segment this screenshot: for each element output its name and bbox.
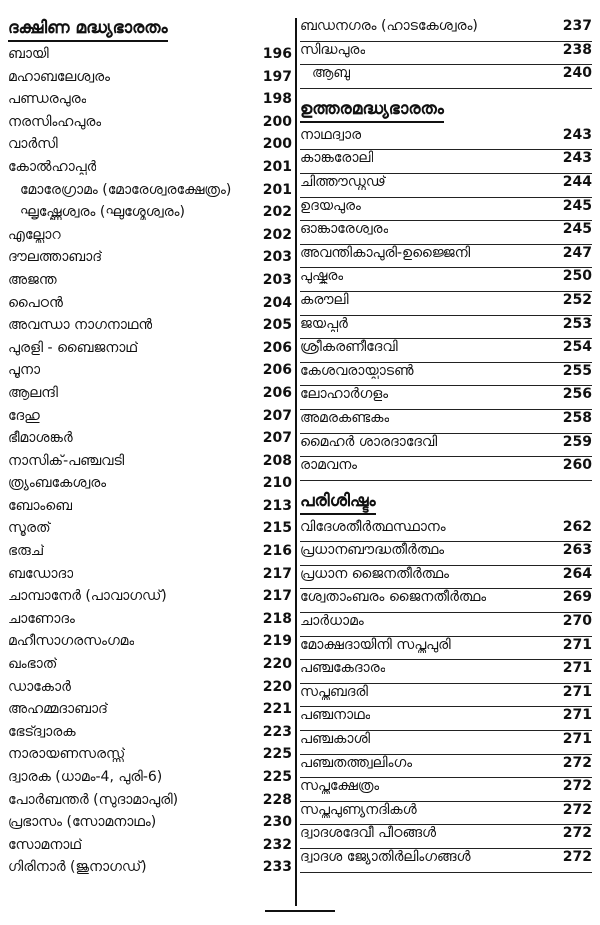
toc-entry-title: കാങ്കരോലി [300,150,374,167]
toc-entry-page: 250 [562,268,592,285]
appendix-section [300,491,592,873]
toc-entry-title: ബോംബെ [8,497,73,514]
toc-entry-title: സപ്തബദരി [300,683,368,700]
toc-entry-title: ശ്രീകരണീദേവി [300,339,398,356]
toc-entry [300,174,592,198]
appendix-entry-list [300,519,592,873]
toc-entry-title: പൂനാ [8,362,41,379]
toc-entry-page: 221 [262,701,292,718]
toc-entry [8,114,292,137]
toc-entry-page: 256 [562,386,592,403]
toc-entry [300,802,592,826]
toc-entry-page: 272 [562,801,592,818]
toc-entry [300,245,592,269]
toc-entry [8,814,292,837]
toc-entry-title: ദ്വാരക (ധാമം-4, പുരി-6) [8,769,163,785]
toc-entry-title: മഹാബലേശ്വരം [8,68,110,85]
toc-entry-page: 217 [262,565,292,582]
toc-entry [8,182,292,205]
toc-entry-title: ഭീമാശങ്കർ [8,430,73,447]
toc-entry-page: 245 [562,221,592,238]
toc-entry-page: 206 [262,384,292,401]
toc-entry-page: 217 [262,588,292,605]
toc-entry-page: 218 [262,610,292,627]
toc-entry [300,198,592,222]
toc-entry-page: 271 [562,660,592,677]
toc-entry-page: 228 [262,791,292,808]
toc-entry-page: 207 [262,407,292,424]
left-entry-list [8,46,292,882]
toc-entry [300,825,592,849]
toc-entry [8,227,292,250]
toc-entry-page: 213 [262,497,292,514]
toc-entry [8,566,292,589]
toc-entry [300,542,592,566]
toc-entry [8,701,292,724]
toc-entry [8,588,292,611]
toc-entry [300,849,592,873]
toc-entry-page: 198 [262,91,292,108]
toc-entry-page: 272 [562,825,592,842]
toc-entry-page: 264 [562,565,592,582]
section-title-north-central: ഉത്തരമദ്ധ്യഭാരതം [300,99,444,123]
toc-entry [8,498,292,521]
toc-entry-title: കേശവരായ്പാടൺ [300,362,414,379]
right-column [300,18,592,873]
toc-entry-title: ആബു [312,65,351,82]
toc-entry [8,69,292,92]
toc-entry [8,656,292,679]
toc-entry-title: ഗിരിനാർ (ജുനാഗഡ്) [8,859,147,876]
toc-entry [300,434,592,458]
toc-entry-page: 258 [562,409,592,426]
toc-entry [300,339,592,363]
north-section [300,99,592,481]
toc-entry-title: ചാമ്പാനേർ (പാവാഗഡ്) [8,588,167,605]
toc-entry-title: ആലന്ദി [8,384,58,401]
toc-entry-page: 271 [562,707,592,724]
toc-entry [300,386,592,410]
toc-entry-page: 255 [562,362,592,379]
toc-entry-page: 201 [262,158,292,175]
toc-entry-title: പഞ്ചതത്ത്വലിംഗം [300,754,413,771]
left-column [8,18,292,882]
toc-entry [300,731,592,755]
toc-entry-page: 220 [262,678,292,695]
toc-entry [8,430,292,453]
toc-entry-title: പഞ്ചനാഥം [300,707,371,724]
toc-entry-page: 263 [562,542,592,559]
toc-entry-page: 225 [262,746,292,763]
toc-entry-title: വിദേശതീർത്ഥസ്ഥാനം [300,518,446,535]
toc-entry-title: ദ്വാദശദേവീ പീഠങ്ങൾ [300,825,437,842]
toc-entry-page: 254 [562,339,592,356]
toc-entry [8,746,292,769]
toc-entry [8,91,292,114]
toc-entry-page: 202 [262,226,292,243]
toc-entry-title: അമരകണ്ടകം [300,409,390,426]
toc-entry [8,204,292,227]
toc-entry [300,566,592,590]
toc-entry-title: ജയപ്പൂർ [300,315,348,332]
right-top-entry-list [300,18,592,89]
toc-entry [8,136,292,159]
toc-entry-title: ബായി [8,46,49,62]
toc-entry [8,453,292,476]
toc-entry [300,410,592,434]
toc-entry [8,385,292,408]
toc-entry [8,543,292,566]
toc-entry-page: 204 [262,294,292,311]
toc-entry-page: 208 [262,452,292,469]
toc-entry-title: ഭരുച് [8,543,45,560]
toc-entry-title: പൈഠൻ [8,294,63,311]
toc-entry-page: 230 [262,814,292,831]
toc-entry-page: 225 [262,769,292,785]
toc-entry-title: സൂരത് [8,520,51,537]
toc-entry-page: 262 [562,518,592,535]
toc-entry-title: വാർസി [8,136,58,153]
toc-entry-page: 202 [262,204,292,221]
toc-entry-page: 272 [562,849,592,865]
toc-entry [300,363,592,387]
toc-entry-title: ചിത്തൗഡ്ഗഢ് [300,173,386,190]
toc-entry-title: ചാർധാമം [300,613,364,630]
toc-entry [8,724,292,747]
toc-entry-page: 210 [262,475,292,492]
toc-entry-title: ദേഹു [8,407,40,424]
toc-entry-page: 243 [562,126,592,143]
toc-entry [300,127,592,151]
toc-entry [300,660,592,684]
toc-entry-title: പണ്ഡരപുരം [8,91,87,108]
toc-entry [8,520,292,543]
toc-entry-title: അവന്ധാ നാഗനാഥൻ [8,317,153,334]
toc-entry [8,837,292,860]
toc-entry-title: പുരളി - ബൈജനാഥ് [8,339,139,356]
toc-entry-title: സിദ്ധപുരം [300,41,366,58]
toc-entry-title: പ്രധാനബൗദ്ധതീർത്ഥം [300,542,445,559]
toc-entry-page: 253 [562,315,592,332]
toc-entry [300,221,592,245]
toc-entry-title: ലോഹാർഗളം [300,386,389,403]
toc-entry [300,268,592,292]
toc-entry [8,611,292,634]
toc-entry-page: 238 [562,41,592,58]
toc-entry [8,633,292,656]
toc-entry-title: ഘൃഷ്ണേശ്വരം (ഘുശ്മേശ്വരം) [20,204,185,221]
toc-entry-page: 245 [562,197,592,214]
toc-entry-page: 223 [262,723,292,740]
toc-entry-title: കോൽഹാപ്പൂർ [8,158,97,175]
toc-entry-title: അഹമ്മദാബാദ് [8,701,108,718]
toc-entry [8,408,292,431]
toc-entry-page: 232 [262,836,292,853]
toc-entry-page: 200 [262,136,292,153]
toc-entry-title: പഞ്ചകേദാരം [300,660,386,677]
toc-entry-page: 206 [262,339,292,356]
toc-entry-title: പ്രഭാസം (സോമനാഥം) [8,814,157,831]
toc-entry-title: പോർബന്തർ (സുദാമാപുരി) [8,791,179,808]
toc-entry [8,272,292,295]
toc-entry [8,340,292,363]
toc-entry-page: 271 [562,636,592,653]
toc-entry-page: 269 [562,589,592,606]
toc-entry-page: 200 [262,113,292,130]
toc-entry [300,589,592,613]
toc-entry-title: കരൗലി [300,291,349,308]
toc-entry-page: 260 [562,457,592,474]
toc-entry-title: പഞ്ചകാശി [300,731,371,748]
toc-entry [8,46,292,69]
toc-entry [300,778,592,802]
toc-entry-page: 205 [262,317,292,334]
toc-entry [300,637,592,661]
toc-entry-title: ശ്വേതാംബരം ജൈനതീർത്ഥം [300,589,487,606]
toc-entry-title: ഓങ്കാരേശ്വരം [300,221,389,238]
toc-entry-page: 203 [262,249,292,266]
toc-entry [300,150,592,174]
toc-entry-page: 244 [562,173,592,190]
toc-entry-title: ദ്വാദശ ജ്യോതിർലിംഗങ്ങൾ [300,849,471,865]
toc-entry-page: 201 [262,181,292,198]
toc-entry-title: പ്രധാന ജൈനതീർത്ഥം [300,565,450,582]
toc-entry-title: ഉദയപുരം [300,197,361,214]
toc-entry-page: 203 [262,271,292,288]
toc-entry [8,859,292,882]
toc-entry [8,475,292,498]
toc-entry-page: 219 [262,633,292,650]
toc-entry-page: 220 [262,656,292,673]
toc-entry [8,159,292,182]
toc-entry [8,769,292,792]
toc-entry-page: 272 [562,778,592,795]
toc-entry-title: ഡാകോർ [8,678,71,695]
toc-entry [300,755,592,779]
toc-entry-page: 207 [262,430,292,447]
bottom-rule [265,910,335,912]
toc-entry-page: 271 [562,731,592,748]
toc-entry-page: 216 [262,543,292,560]
toc-entry [8,362,292,385]
toc-entry-title: എല്ലോറ [8,226,61,243]
toc-entry-title: ദൗലത്താബാദ് [8,249,103,266]
toc-entry-title: നാഥദ്വാര [300,126,362,143]
toc-entry-page: 252 [562,291,592,308]
toc-entry-title: മോക്ഷദായിനി സപ്തപുരി [300,636,451,653]
toc-entry-title: സപ്തപുണ്യനദികൾ [300,801,417,818]
toc-entry [300,65,592,89]
toc-entry-title: ഭേട്ദ്വാരക [8,723,76,740]
toc-entry-page: 272 [562,754,592,771]
toc-entry [300,613,592,637]
toc-entry-title: നരസിംഹപുരം [8,113,102,130]
toc-entry [300,684,592,708]
toc-entry-page: 270 [562,613,592,630]
toc-entry-title: ത്ര്യംബകേശ്വരം [8,475,107,492]
toc-entry-page: 237 [562,18,592,34]
toc-entry-title: നാരായണസരസ്സ് [8,746,126,763]
north-entry-list [300,127,592,481]
toc-entry-page: 206 [262,362,292,379]
column-divider [295,18,297,906]
toc-entry-page: 243 [562,150,592,167]
toc-entry-title: സപ്തക്ഷേത്രം [300,778,380,795]
toc-entry [8,249,292,272]
toc-entry-page: 240 [562,65,592,82]
toc-entry-title: ബഡനഗരം (ഹാടകേശ്വരം) [300,18,478,34]
toc-entry [300,316,592,340]
section-title-appendix: പരിശിഷ്ടം [300,491,376,515]
toc-entry [300,707,592,731]
toc-entry-page: 259 [562,433,592,450]
toc-entry-title: ബഡോദാ [8,565,74,582]
toc-entry-title: മൈഹർ ശാരദാദേവി [300,433,438,450]
toc-entry-title: അവന്തികാപുരി-ഉജ്ജൈനി [300,244,471,261]
toc-entry [8,679,292,702]
toc-entry-title: മോരേഗ്രാമം (മോരേശ്വരക്ഷേത്രം) [20,181,232,198]
toc-entry [8,317,292,340]
toc-entry-title: പുഷ്കരം [300,268,344,285]
toc-entry-title: നാസിക്-പഞ്ചവടി [8,452,125,469]
toc-entry [300,42,592,66]
toc-entry-title: മഹീസാഗരസംഗമം [8,633,135,650]
toc-entry [300,519,592,543]
toc-entry-title: രാമവനം [300,457,358,474]
toc-entry [300,292,592,316]
toc-entry [300,457,592,481]
section-title-south-central: ദക്ഷിണ മദ്ധ്യഭാരതം [8,18,168,42]
toc-entry-page: 196 [262,46,292,62]
toc-entry [8,792,292,815]
toc-entry-page: 215 [262,520,292,537]
toc-entry [8,295,292,318]
toc-entry-title: സോമനാഥ് [8,836,83,853]
toc-entry-page: 247 [562,244,592,261]
toc-entry-title: അജന്ത [8,271,57,288]
toc-entry-page: 197 [262,68,292,85]
toc-entry-page: 271 [562,683,592,700]
toc-entry-title: ചാണോദം [8,610,75,627]
toc-entry-page: 233 [262,859,292,876]
toc-entry [300,18,592,42]
toc-entry-title: ഖംഭാത് [8,656,58,673]
